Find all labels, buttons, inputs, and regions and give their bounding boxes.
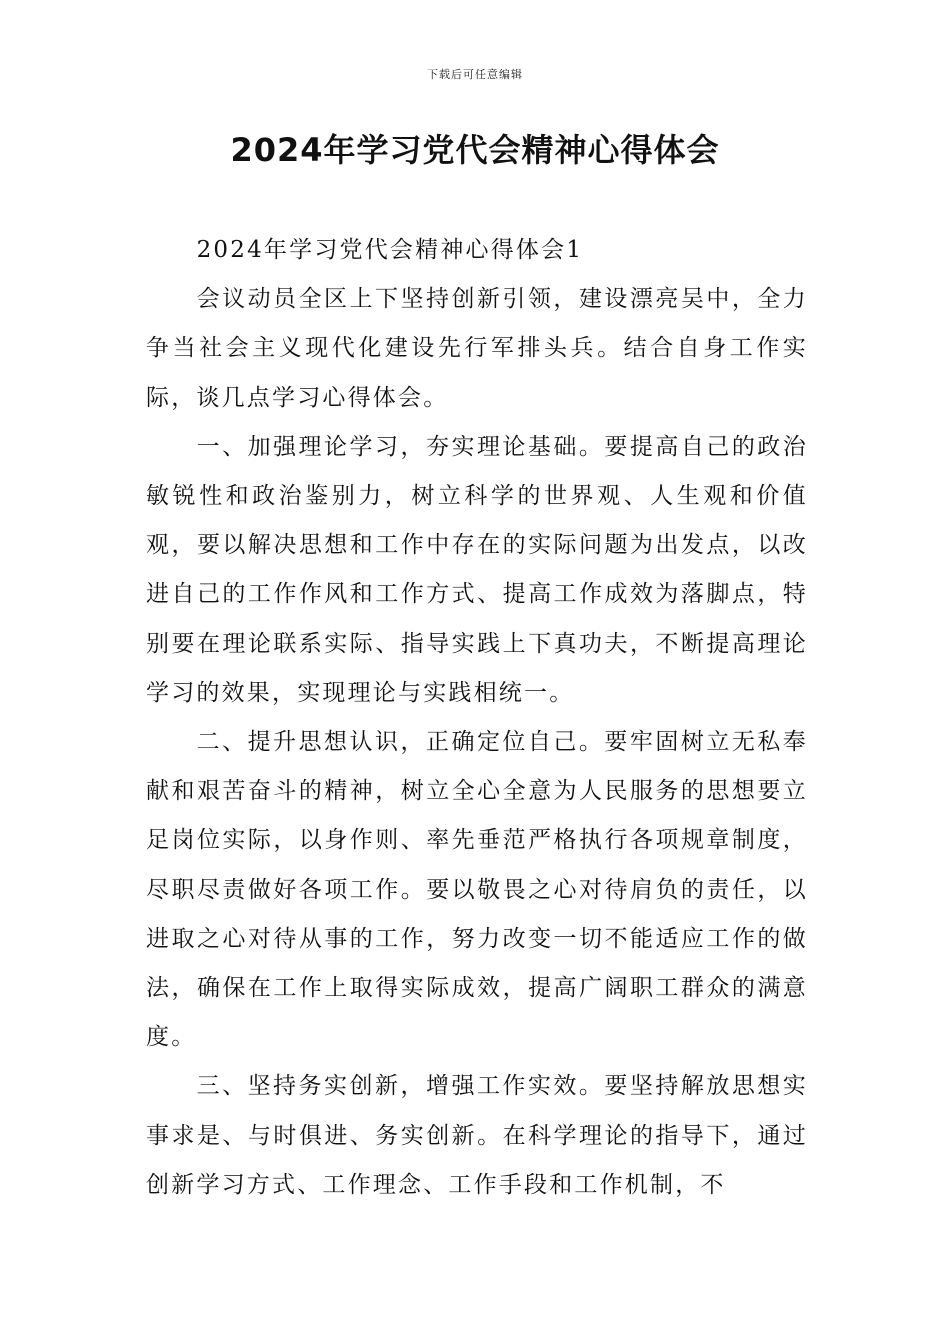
header-note: 下载后可任意编辑 [427,68,523,81]
paragraph-ideological-awareness: 二、提升思想认识，正确定位自己。要牢固树立无私奉献和艰苦奋斗的精神，树立全心全意为人民服务的思想要立足岗位实际，以身作则、率先垂范严格执行各项规章制度，尽职尽责做好各项工作。要以敬畏之心对待肩负的责任，以进取之心对待从事的工作，努力改变一切不能适应工作的做法，确保在工作上取得实际成效，提高广阔职工群众的满意度。 [146,729,808,1051]
section-subtitle: 2024年学习党代会精神心得体会1 [196,237,584,263]
paragraph-intro: 会议动员全区上下坚持创新引领，建设漂亮吴中，全力争当社会主义现代化建设先行军排头兵。结合自身工作实际，谈几点学习心得体会。 [146,286,808,411]
document-title: 2024年学习党代会精神心得体会 [230,131,720,169]
paragraph-practical-innovation: 三、坚持务实创新，增强工作实效。要坚持解放思想实事求是、与时俱进、务实创新。在科学理论的指导下，通过创新学习方式、工作理念、工作手段和工作机制，不 [146,1073,808,1198]
paragraph-theory-study: 一、加强理论学习，夯实理论基础。要提高自己的政治敏锐性和政治鉴别力，树立科学的世界观、人生观和价值观，要以解决思想和工作中存在的实际问题为出发点，以改进自己的工作作风和工作方式、提高工作成效为落脚点，特别要在理论联系实际、指导实践上下真功夫，不断提高理论学习的效果，实现理论与实践相统一。 [146,433,808,706]
document-body [146,226,808,1210]
